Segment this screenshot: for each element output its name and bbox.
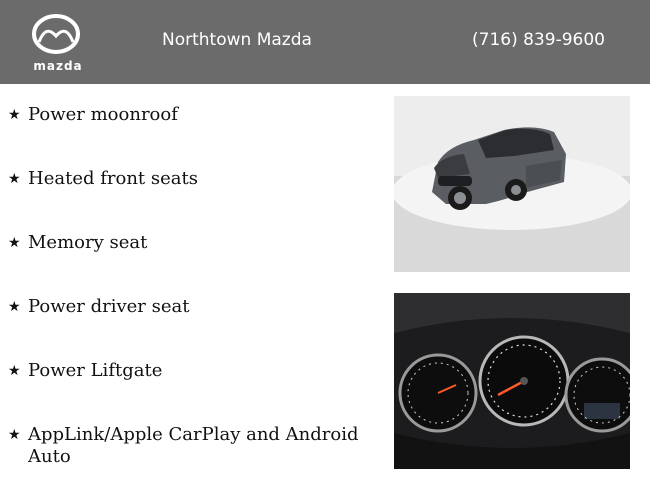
feature-label: Power driver seat: [28, 296, 190, 317]
feature-label: Memory seat: [28, 232, 148, 253]
feature-item: [8, 168, 378, 190]
feature-item: [8, 360, 378, 382]
star-icon: ★: [8, 363, 21, 379]
feature-item: [8, 296, 378, 318]
feature-label: Power Liftgate: [28, 360, 163, 381]
dealer-name: Northtown Mazda: [162, 30, 312, 50]
star-icon: ★: [8, 171, 21, 187]
vehicle-exterior-photo[interactable]: [394, 96, 630, 272]
feature-label: Heated front seats: [28, 168, 198, 189]
vehicle-instrument-cluster-photo[interactable]: [394, 293, 630, 469]
feature-item: [8, 104, 378, 126]
header-bar: [0, 0, 650, 84]
phone-number[interactable]: (716) 839-9600: [472, 30, 605, 50]
feature-item: [8, 232, 378, 254]
brand-wordmark: mazda: [33, 59, 83, 73]
star-icon: ★: [8, 427, 21, 443]
mazda-logo[interactable]: [22, 10, 94, 74]
star-icon: ★: [8, 107, 21, 123]
feature-label: AppLink/Apple CarPlay and Android Auto: [28, 424, 359, 467]
feature-label: Power moonroof: [28, 104, 178, 125]
feature-item: [8, 424, 378, 468]
star-icon: ★: [8, 299, 21, 315]
star-icon: ★: [8, 235, 21, 251]
